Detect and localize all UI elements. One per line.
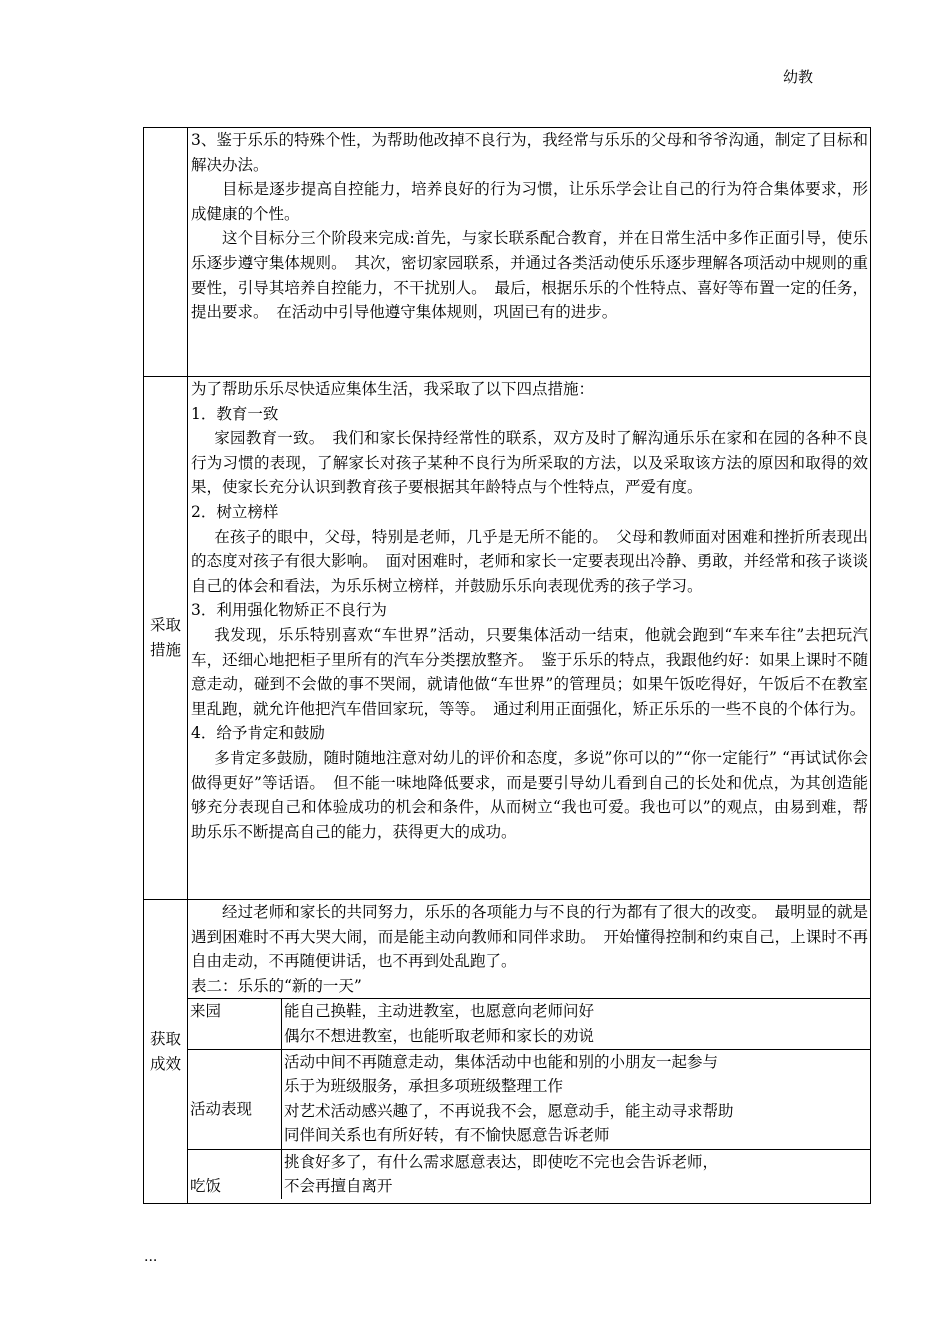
measure-body: 家园教育一致。 我们和家长保持经常性的联系，双方及时了解沟通乐乐在家和在园的各种不良行为习惯的表现，了解家长对孩子某种不良行为所采取的方法，以及采取该方法的原因和取得的效果，使家长充分认识到教育孩子要根据其年龄特点与个性特点，严爱有度。	[191, 429, 868, 497]
goals-paragraph: 这个目标分三个阶段来完成:首先，与家长联系配合教育，并在日常生活中多作正面引导，使乐乐逐步遵守集体规则。 其次，密切家园联系，并通过各类活动使乐乐逐步理解各项活动中规则的重要性，引导其培养自控能力，不干扰别人。 最后，根据乐乐的个性特点、喜好等布置一定的任务，提出要求。 在活动中引导他遵守集体规则，巩固已有的进步。	[191, 229, 868, 322]
row-label-measures	[144, 377, 188, 900]
detail-line: 对艺术活动感兴趣了，不再说我不会，愿意动手，能主动寻求帮助	[284, 1101, 734, 1120]
table-row-measures	[144, 377, 871, 900]
row-label-results	[144, 900, 188, 1204]
new-day-detail	[282, 1049, 871, 1149]
measure-body: 我发现，乐乐特别喜欢“车世界”活动，只要集体活动一结束，他就会跑到“车来车往”去把玩汽车，还细心地把柜子里所有的汽车分类摆放整齐。 鉴于乐乐的特点，我跟他约好：如果上课时不随意走动，碰到不会做的事不哭闹，就请他做“车世界”的管理员；如果午饭吃得好，午饭后不在教室里乱跑，就允许他把汽车借回家玩，等等。 通过利用正面强化，矫正乐乐的一些不良的个体行为。	[191, 625, 868, 718]
new-day-category: 吃饭	[188, 1149, 282, 1199]
record-table	[143, 127, 871, 1204]
measures-content	[188, 377, 871, 900]
new-day-category: 活动表现	[188, 1049, 282, 1149]
new-day-table	[188, 998, 870, 1199]
results-content	[188, 900, 871, 1204]
table-row-results	[144, 900, 871, 1204]
new-day-category: 来园	[188, 999, 282, 1049]
detail-line: 不会再擅自离开	[284, 1177, 393, 1196]
results-label: 获取成效	[149, 1029, 181, 1073]
new-day-detail	[282, 1149, 871, 1199]
goals-paragraph: 3、鉴于乐乐的特殊个性，为帮助他改掉不良行为，我经常与乐乐的父母和爷爷沟通，制定了目标和解决办法。	[191, 131, 868, 174]
measure-heading: 4．给予肯定和鼓励	[191, 724, 325, 743]
page-footer: ...	[144, 1249, 158, 1265]
measures-label: 采取措施	[149, 616, 181, 659]
new-day-detail	[282, 999, 871, 1049]
detail-line: 活动中间不再随意走动，集体活动中也能和别的小朋友一起参与	[284, 1052, 719, 1071]
goals-content	[188, 128, 871, 377]
measure-body: 在孩子的眼中，父母，特别是老师，几乎是无所不能的。 父母和教师面对困难和挫折所表现出的态度对孩子有很大影响。 面对困难时，老师和家长一定要表现出冷静、勇敢，并经常和孩子谈谈自己的体会和看法，为乐乐树立榜样，并鼓励乐乐向表现优秀的孩子学习。	[191, 527, 868, 595]
measure-body: 多肯定多鼓励，随时随地注意对幼儿的评价和态度，多说”你可以的”“你一定能行” “再试试你会做得更好”等话语。 但不能一味地降低要求，而是要引导幼儿看到自己的长处和优点，为其创造能够充分表现自己和体验成功的机会和条件，从而树立“我也可爱。我也可以”的观点，由易到难，帮助乐乐不断提高自己的能力，获得更大的成功。	[191, 748, 868, 841]
detail-line: 乐于为班级服务，承担多项班级整理工作	[284, 1077, 564, 1096]
results-table-caption: 表二：乐乐的“新的一天”	[191, 976, 362, 995]
measure-heading: 3．利用强化物矫正不良行为	[191, 601, 387, 620]
detail-line: 挑食好多了，有什么需求愿意表达，即使吃不完也会告诉老师，	[284, 1152, 719, 1171]
measure-heading: 1．教育一致	[191, 404, 279, 423]
detail-line: 同伴间关系也有所好转，有不愉快愿意告诉老师	[284, 1126, 610, 1145]
results-summary: 经过老师和家长的共同努力，乐乐的各项能力与不良的行为都有了很大的改变。 最明显的就是遇到困难时不再大哭大闹，而是能主动向教师和同伴求助。 开始懂得控制和约束自己，上课时不再自由走动，不再随便讲话，也不再到处乱跑了。	[191, 903, 868, 971]
row-label-goals	[144, 128, 188, 377]
detail-line: 能自己换鞋，主动进教室，也愿意向老师问好	[284, 1002, 595, 1021]
goals-paragraph: 目标是逐步提高自控能力，培养良好的行为习惯，让乐乐学会让自己的行为符合集体要求，形成健康的个性。	[191, 180, 868, 223]
measure-heading: 2．树立榜样	[191, 502, 279, 521]
table-row-goals	[144, 128, 871, 377]
detail-line: 偶尔不想进教室，也能听取老师和家长的劝说	[284, 1026, 595, 1045]
new-day-row	[188, 999, 870, 1049]
page-header: 幼教	[783, 68, 814, 86]
measures-intro: 为了帮助乐乐尽快适应集体生活，我采取了以下四点措施：	[191, 380, 595, 398]
new-day-row	[188, 1149, 870, 1199]
new-day-row	[188, 1049, 870, 1149]
